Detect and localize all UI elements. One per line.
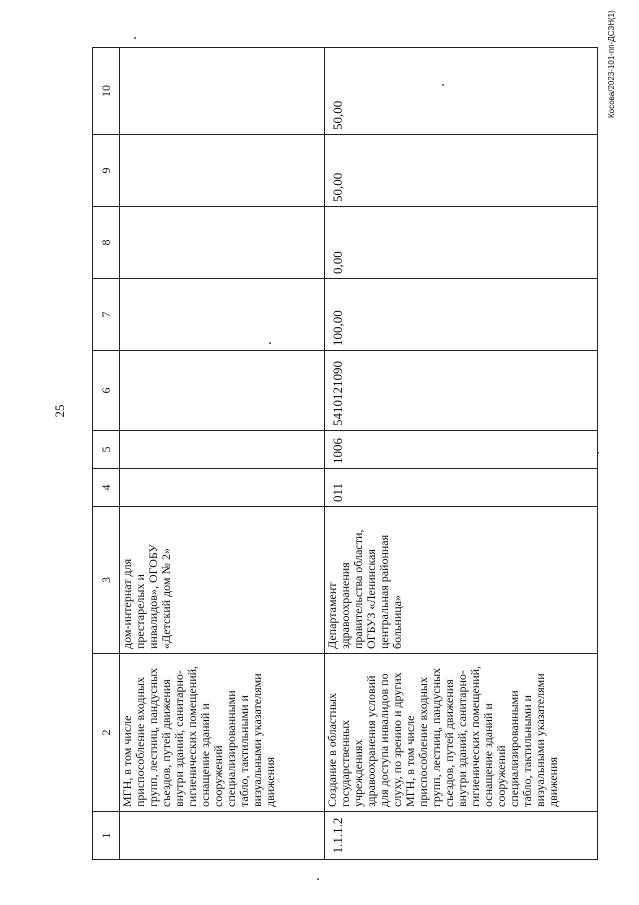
row-number-cell: 1.1.1.2 [325,812,598,860]
header-cell: 8 [93,207,120,279]
header-cell: 6 [93,351,120,431]
target-code-cell: 5410121090 [325,351,598,431]
table-row [120,48,325,860]
document-id: Косова/2023-101-пп-ДСЗН(1) [607,10,616,118]
activity-cell: Создание в областных государственных учреждениях здравоохранения условий для доступа инвалидов по слуху, по зрению и других МГН, в том числе приспособление входных групп, лестниц, пандусных съездов, путей движения внутри зданий, санитарно-гигиенических помещений, оснащение зданий и сооружений специализированными табло, тактильными и визуальными указателями движения [325,654,598,812]
total-cell: 100,00 [325,279,598,351]
page-number: 25 [52,404,67,418]
table-row [325,48,598,860]
gr-code-cell: 011 [325,469,598,507]
row-number-cell [120,812,325,860]
header-row [93,48,120,860]
gr-code-cell [120,469,325,507]
total-cell [120,279,325,351]
scan-speck [317,878,319,880]
header-cell: 9 [93,135,120,207]
executor-cell: дом-интернат для престарелых и инвалидов», ОГОБУ «Детский дом № 2» [120,507,325,654]
header-cell: 5 [93,431,120,469]
budget-table [92,47,598,860]
activity-cell: МГН, в том числе приспособление входных групп, лестниц, пандусных съездов, путей движения внутри зданий, санитарно-гигиенических помещений, оснащение зданий и сооружений специализированными табло, тактильными и визуальными указателями движения [120,654,325,812]
target-code-cell [120,351,325,431]
year-value-cell [120,207,325,279]
section-code-cell [120,431,325,469]
scan-speck [134,37,136,39]
header-cell: 3 [93,507,120,654]
header-cell: 4 [93,469,120,507]
header-cell: 7 [93,279,120,351]
executor-cell: Департамент здравоохранения правительства области, ОГБУЗ «Ленинская центральная районная больница» [325,507,598,654]
year-value-cell: 50,00 [325,135,598,207]
year-value-cell: 0,00 [325,207,598,279]
header-cell: 10 [93,48,120,135]
header-cell: 2 [93,654,120,812]
year-value-cell [120,48,325,135]
section-code-cell: 1006 [325,431,598,469]
year-value-cell [120,135,325,207]
scan-speck [269,342,271,344]
scan-speck [597,452,599,454]
header-cell: 1 [93,812,120,860]
scan-speck [442,84,444,86]
year-value-cell: 50,00 [325,48,598,135]
rotated-table-wrapper [92,48,598,860]
